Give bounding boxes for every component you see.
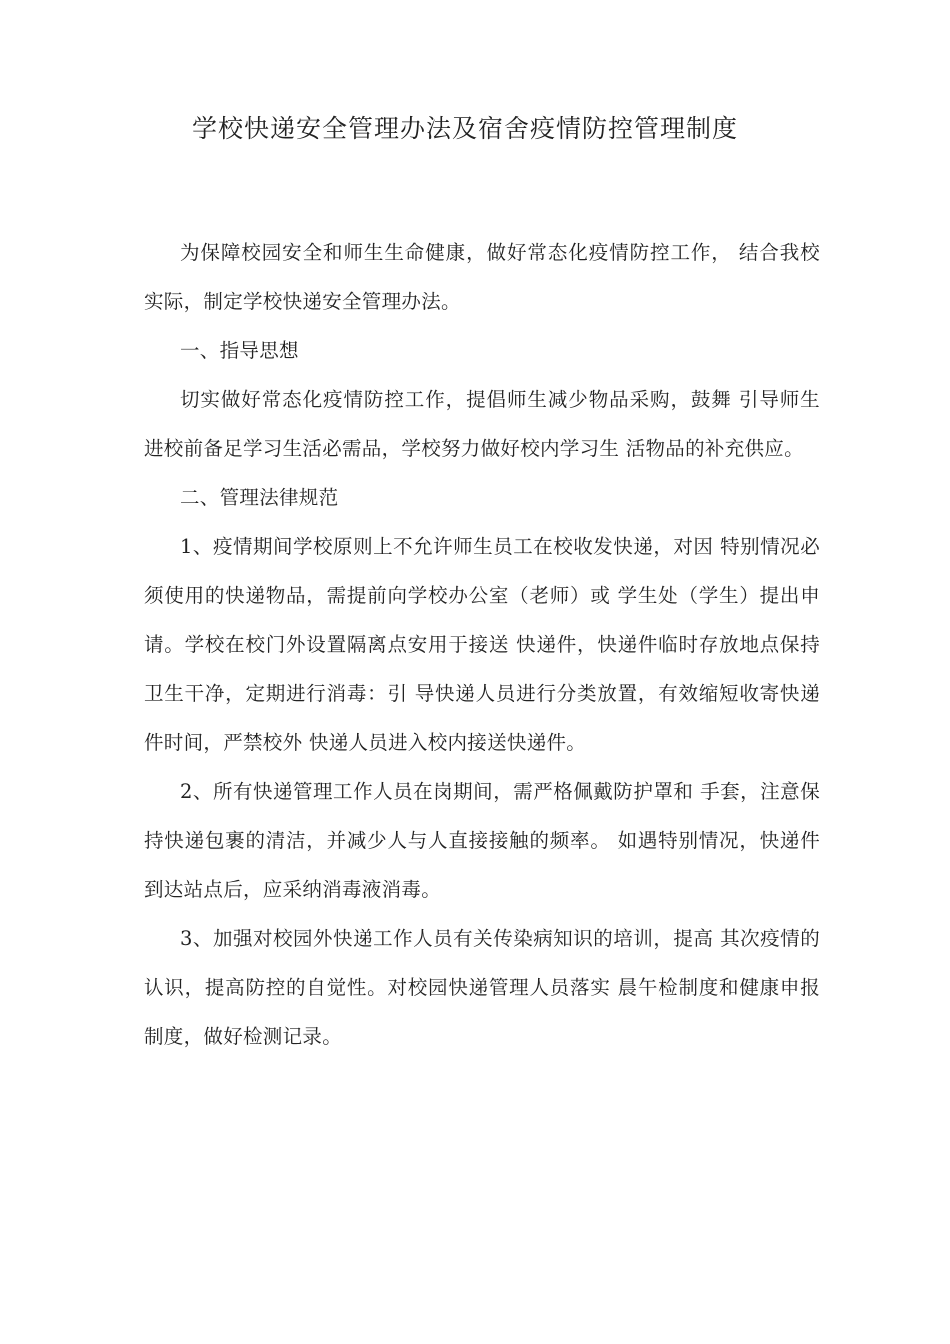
paragraph-rule-2: 2、所有快递管理工作人员在岗期间，需严格佩戴防护罩和 手套，注意保持快递包裹的清洁，并减少人与人直接接触的频率。 如遇特别情况，快递件到达站点后，应采纳消毒液消毒。 <box>144 780 820 901</box>
paragraph-guiding-idea: 切实做好常态化疫情防控工作，提倡师生减少物品采购，鼓舞 引导师生进校前备足学习生活必需品，学校努力做好校内学习生 活物品的补充供应。 <box>144 388 820 460</box>
paragraph-intro: 为保障校园安全和师生生命健康，做好常态化疫情防控工作， 结合我校实际，制定学校快递安全管理办法。 <box>144 241 820 313</box>
section-heading-management-rules: 二、管理法律规范 <box>180 486 339 509</box>
document-body <box>144 228 820 1061</box>
section-heading-guiding-idea: 一、指导思想 <box>180 339 299 362</box>
document-title: 学校快递安全管理办法及宿舍疫情防控管理制度 <box>191 114 738 143</box>
paragraph-rule-1: 1、疫情期间学校原则上不允许师生员工在校收发快递，对因 特别情况必须使用的快递物品，需提前向学校办公室（老师）或 学生处（学生）提出申请。学校在校门外设置隔离点安用于接送 快递件，快递件临时存放地点保持卫生干净，定期进行消毒：引 导快递人员进行分类放置，有效缩短收寄快递件时间，严禁校外 快递人员进入校内接送快递件。 <box>144 535 820 754</box>
paragraph-rule-3: 3、加强对校园外快递工作人员有关传染病知识的培训，提高 其次疫情的认识，提高防控的自觉性。对校园快递管理人员落实 晨午检制度和健康申报制度，做好检测记录。 <box>144 927 820 1048</box>
